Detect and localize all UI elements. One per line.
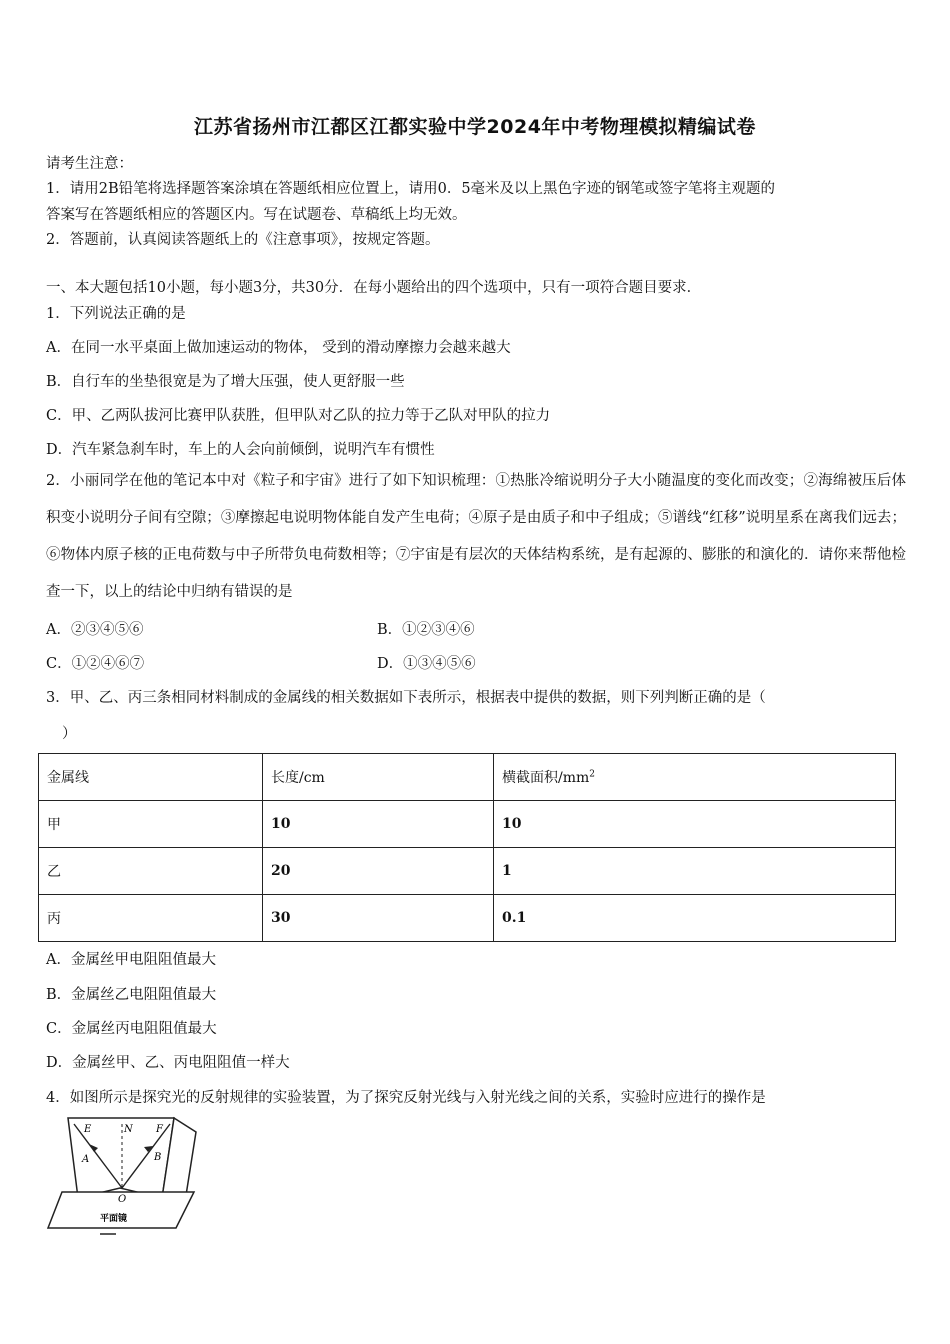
mirror-caption: 平面镜 <box>100 1214 128 1224</box>
q1-option-b: B．自行车的坐垫很宽是为了增大压强，使人更舒服一些 <box>46 374 405 390</box>
q2-option-c: C．①②④⑥⑦ <box>46 656 145 672</box>
table-cell: 甲 <box>39 801 263 848</box>
reflection-apparatus-figure <box>44 1110 204 1238</box>
table-cell: 丙 <box>39 895 263 942</box>
table-cell: 10 <box>494 801 896 848</box>
notice-item-1-cont: 答案写在答题纸相应的答题区内。写在试题卷、草稿纸上均无效。 <box>46 207 467 223</box>
label-n: N <box>124 1124 133 1135</box>
q2-option-b: B．①②③④⑥ <box>377 622 475 638</box>
q3-option-c: C．金属丝丙电阻阻值最大 <box>46 1021 217 1037</box>
label-b: B <box>154 1152 162 1163</box>
table-header-row <box>39 754 896 801</box>
table-header-cell: 金属线 <box>39 754 263 801</box>
q4-stem: 4．如图所示是探究光的反射规律的实验装置，为了探究反射光线与入射光线之间的关系，实验时应进行的操作是 <box>46 1090 766 1106</box>
table-row <box>39 895 896 942</box>
q1-option-a: A．在同一水平桌面上做加速运动的物体， 受到的滑动摩擦力会越来越大 <box>46 340 511 356</box>
page-title: 江苏省扬州市江都区江都实验中学2024年中考物理模拟精编试卷 <box>194 116 756 138</box>
q3-data-table <box>38 753 896 942</box>
q2-option-a: A．②③④⑤⑥ <box>46 622 144 638</box>
q3-option-d: D．金属丝甲、乙、丙电阻阻值一样大 <box>46 1055 290 1071</box>
table-cell: 乙 <box>39 848 263 895</box>
section-heading: 一、本大题包括10小题，每小题3分，共30分．在每小题给出的四个选项中，只有一项符合题目要求． <box>46 280 702 296</box>
header-area-label: 横截面积/mm <box>502 770 590 786</box>
notice-item-1: 1．请用2B铅笔将选择题答案涂填在答题纸相应位置上，请用0．5毫米及以上黑色字迹的钢笔或签字笔将主观题的 <box>46 181 776 197</box>
table-cell: 20 <box>263 848 494 895</box>
q2-stem: 2．小丽同学在他的笔记本中对《粒子和宇宙》进行了如下知识梳理：①热胀冷缩说明分子大小随温度的变化而改变；②海绵被压后体积变小说明分子间有空隙；③摩擦起电说明物体能自发产生电荷；④原子是由质子和中子组成；⑤谱线“红移”说明星系在离我们远去；⑥物体内原子核的正电荷数与中子所带负电荷数相等；⑦宇宙是有层次的天体结构系统，是有起源的、膨胀的和演化的．请你来帮他检查一下，以上的结论中归纳有错误的是 <box>46 473 906 600</box>
q3-option-b: B．金属丝乙电阻阻值最大 <box>46 987 217 1003</box>
q3-stem: 3．甲、乙、丙三条相同材料制成的金属线的相关数据如下表所示，根据表中提供的数据，则下列判断正确的是（ <box>46 690 766 706</box>
table-header-cell <box>494 754 896 801</box>
table-row <box>39 801 896 848</box>
header-area-superscript: 2 <box>589 769 596 780</box>
notice-item-2: 2．答题前，认真阅读答题纸上的《注意事项》，按规定答题。 <box>46 232 440 248</box>
label-e: E <box>84 1124 92 1135</box>
table-cell: 10 <box>263 801 494 848</box>
table-header-cell: 长度/cm <box>263 754 494 801</box>
q2-option-d: D．①③④⑤⑥ <box>377 656 476 672</box>
q1-option-d: D．汽车紧急刹车时，车上的人会向前倾倒，说明汽车有惯性 <box>46 442 435 458</box>
label-o: O <box>118 1194 127 1205</box>
table-row <box>39 848 896 895</box>
q1-stem: 1．下列说法正确的是 <box>46 306 186 322</box>
table-cell: 0.1 <box>494 895 896 942</box>
table-cell: 30 <box>263 895 494 942</box>
q1-option-c: C．甲、乙两队拔河比赛甲队获胜，但甲队对乙队的拉力等于乙队对甲队的拉力 <box>46 408 551 424</box>
table-cell: 1 <box>494 848 896 895</box>
q3-option-a: A．金属丝甲电阻阻值最大 <box>46 952 216 968</box>
label-a: A <box>82 1154 90 1165</box>
label-f: F <box>156 1124 163 1135</box>
q3-stem-end: ） <box>62 726 77 742</box>
notice-heading: 请考生注意： <box>46 156 133 172</box>
